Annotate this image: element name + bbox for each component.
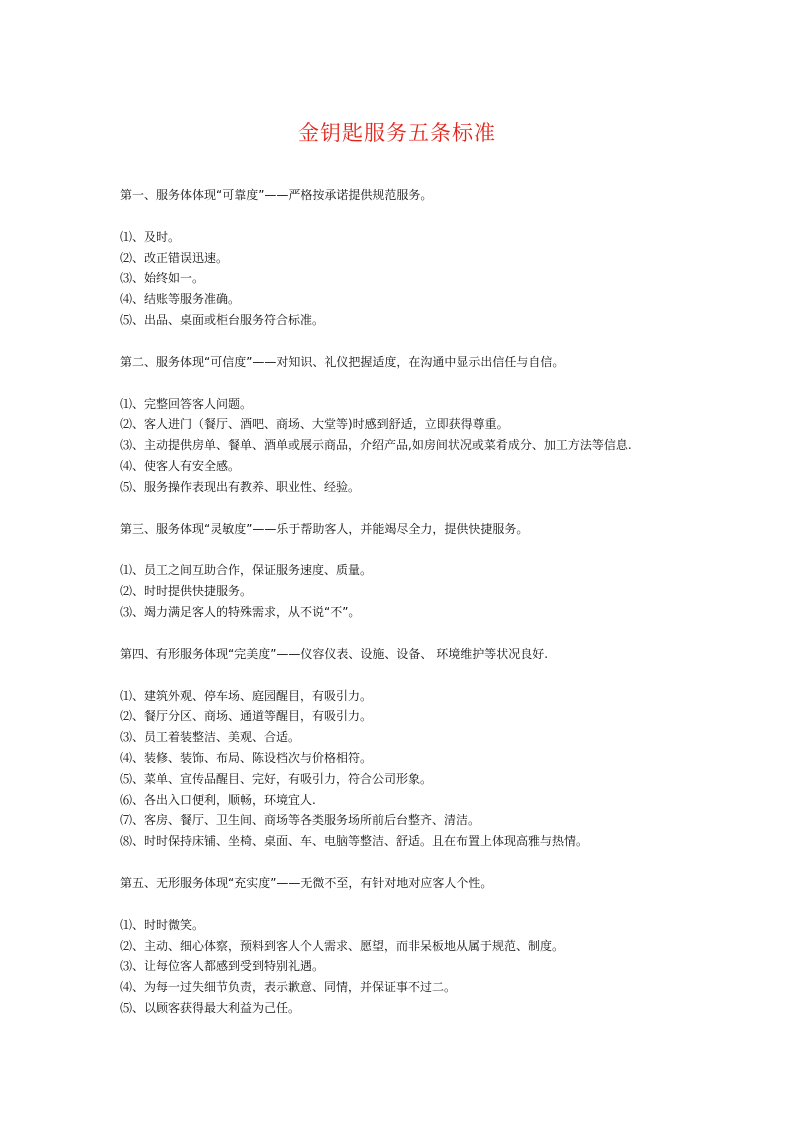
list-item: ⑷、结账等服务准确。 [120, 292, 241, 307]
list-item: ⑸、出品、桌面或柜台服务符合标准。 [120, 312, 325, 327]
section-1 [120, 185, 680, 331]
list-item: ⑹、各出入口便利，顺畅，环境宜人. [120, 792, 316, 807]
list-item: ⑷、装修、装饰、布局、陈设档次与价格相符。 [120, 750, 373, 765]
list-item: ⑶、主动提供房单、餐单、酒单或展示商品，介绍产品,如房间状况或菜肴成分、加工方法等信息. [120, 438, 632, 453]
list-item: ⑸、菜单、宣传品醒目、完好，有吸引力，符合公司形象。 [120, 771, 433, 786]
section-heading: 第三、服务体现“灵敏度”——乐于帮助客人，并能竭尽全力，提供快捷服务。 [120, 521, 529, 536]
item-list [120, 394, 680, 498]
list-item: ⑻、时时保持床铺、坐椅、桌面、车、电脑等整洁、舒适。且在布置上体现高雅与热情。 [120, 834, 589, 849]
list-item: ⑵、客人进门（餐厅、酒吧、商场、大堂等)时感到舒适，立即获得尊重。 [120, 417, 509, 432]
list-item: ⑵、餐厅分区、商场、通道等醒目，有吸引力。 [120, 709, 373, 724]
section-heading: 第二、服务体现“可信度”——对知识、礼仪把握适度，在沟通中显示出信任与自信。 [120, 354, 565, 369]
list-item: ⑵、改正错误迅速。 [120, 250, 229, 265]
item-list [120, 560, 680, 622]
document-title: 金钥匙服务五条标准 [298, 121, 496, 145]
list-item: ⑶、竭力满足客人的特殊需求，从不说“不”。 [120, 604, 361, 619]
spacer [120, 206, 680, 227]
list-item: ⑷、使客人有安全感。 [120, 458, 241, 473]
spacer [120, 665, 680, 686]
list-item: ⑴、及时。 [120, 229, 181, 244]
section-heading: 第五、无形服务体现“充实度”——无微不至，有针对地对应客人个性。 [120, 875, 493, 890]
list-item: ⑶、员工着装整洁、美观、合适。 [120, 730, 301, 745]
section-2 [120, 352, 680, 498]
item-list [120, 227, 680, 331]
item-list [120, 915, 680, 1019]
list-item: ⑶、始终如一。 [120, 271, 205, 286]
list-item: ⑸、服务操作表现出有教养、职业性、经验。 [120, 479, 361, 494]
section-3 [120, 519, 680, 623]
section-5 [120, 873, 680, 1019]
section-4 [120, 644, 680, 852]
list-item: ⑵、时时提供快捷服务。 [120, 584, 253, 599]
list-item: ⑸、以顾客获得最大利益为己任。 [120, 1000, 301, 1015]
list-item: ⑷、为每一过失细节负责，表示歉意、同情，并保证事不过二。 [120, 980, 457, 995]
section-heading: 第四、有形服务体现“完美度”——仪容仪表、设施、设备、 环境维护等状况良好. [120, 646, 549, 661]
list-item: ⑴、时时微笑。 [120, 917, 205, 932]
list-item: ⑵、主动、细心体察，预料到客人个人需求、愿望，而非呆板地从属于规范、制度。 [120, 938, 565, 953]
section-heading: 第一、服务体体现“可靠度”——严格按承诺提供规范服务。 [120, 188, 433, 202]
list-item: ⑺、客房、餐厅、卫生间、商场等各类服务场所前后台整齐、清洁。 [120, 813, 481, 828]
spacer [120, 373, 680, 394]
list-item: ⑴、完整回答客人问题。 [120, 396, 253, 411]
list-item: ⑴、建筑外观、停车场、庭园醒目，有吸引力。 [120, 688, 373, 703]
list-item: ⑶、让每位客人都感到受到特别礼遇。 [120, 959, 325, 974]
spacer [120, 894, 680, 915]
document-body [120, 185, 680, 1040]
spacer [120, 539, 680, 560]
list-item: ⑴、员工之间互助合作，保证服务速度、质量。 [120, 563, 373, 578]
item-list [120, 686, 680, 852]
